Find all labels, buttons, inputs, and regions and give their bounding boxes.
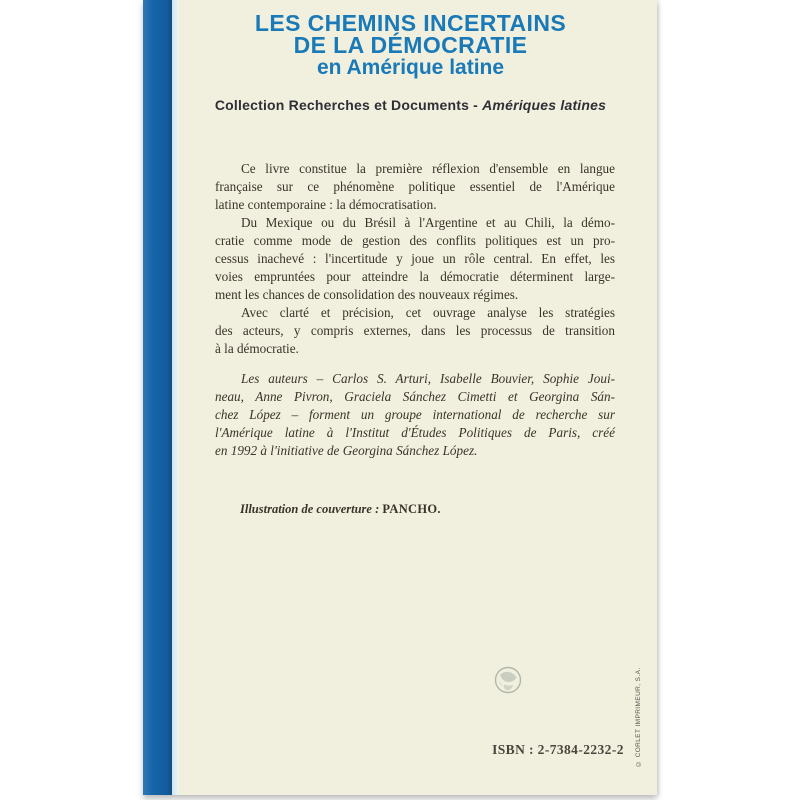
text-line: cessus inachevé : l'incertitude y joue un rôle central. En effet, les <box>215 251 615 266</box>
illustration-credit-name: PANCHO. <box>382 502 441 516</box>
publisher-globe-icon <box>492 664 524 696</box>
text-line: Les auteurs – Carlos S. Arturi, Isabelle Bouvier, Sophie Joui- <box>241 371 615 386</box>
text-line: Du Mexique ou du Brésil à l'Argentine et au Chili, la démo- <box>241 215 615 230</box>
illustration-credit <box>240 502 441 517</box>
text-line: chez López – forment un groupe international de recherche sur <box>215 407 615 422</box>
text-line: Avec clarté et précision, cet ouvrage analyse les stratégies <box>241 305 615 320</box>
isbn-text: ISBN : 2-7384-2232-2 <box>492 742 624 757</box>
text-line: en 1992 à l'initiative de Georgina Sánchez López. <box>215 443 478 458</box>
title-line-2: DE LA DÉMOCRATIE <box>293 32 528 58</box>
text-line: neau, Anne Pivron, Graciela Sánchez Cimetti et Georgina Sán- <box>215 389 615 404</box>
title-line-3: en Amérique latine <box>316 56 505 79</box>
title-line-1: LES CHEMINS INCERTAINS <box>254 10 567 36</box>
text-line: l'Amérique latine à l'Institut d'Études Politiques de Paris, créé <box>215 425 615 440</box>
collection-series: Amériques latines <box>482 97 607 113</box>
synopsis-paragraphs <box>215 160 615 358</box>
text-line: à la démocratie. <box>215 341 299 356</box>
collection-prefix: Collection Recherches et Documents - <box>214 97 483 113</box>
text-line: française sur ce phénomène politique essentiel de l'Amérique <box>215 179 615 194</box>
book-title <box>193 12 628 79</box>
spine-highlight <box>172 0 179 795</box>
text-line: ment les chances de consolidation des nouveaux régimes. <box>215 287 519 302</box>
text-line: des acteurs, y compris externes, dans les processus de transition <box>215 323 615 338</box>
text-line: cratie comme mode de gestion des conflits politiques est un pro- <box>215 233 615 248</box>
collection-line <box>183 97 638 113</box>
illustration-credit-label: Illustration de couverture : <box>240 502 383 516</box>
text-line: voies empruntées pour atteindre la démocratie déterminent large- <box>215 269 615 284</box>
book-back-cover <box>143 0 657 795</box>
text-line: latine contemporaine : la démocratisation. <box>215 197 437 212</box>
printer-credit: © CORLET IMPRIMEUR, S.A. <box>635 667 642 767</box>
authors-paragraph <box>215 370 615 460</box>
text-line: Ce livre constitue la première réflexion d'ensemble en langue <box>241 161 615 176</box>
spine-strip <box>143 0 172 795</box>
